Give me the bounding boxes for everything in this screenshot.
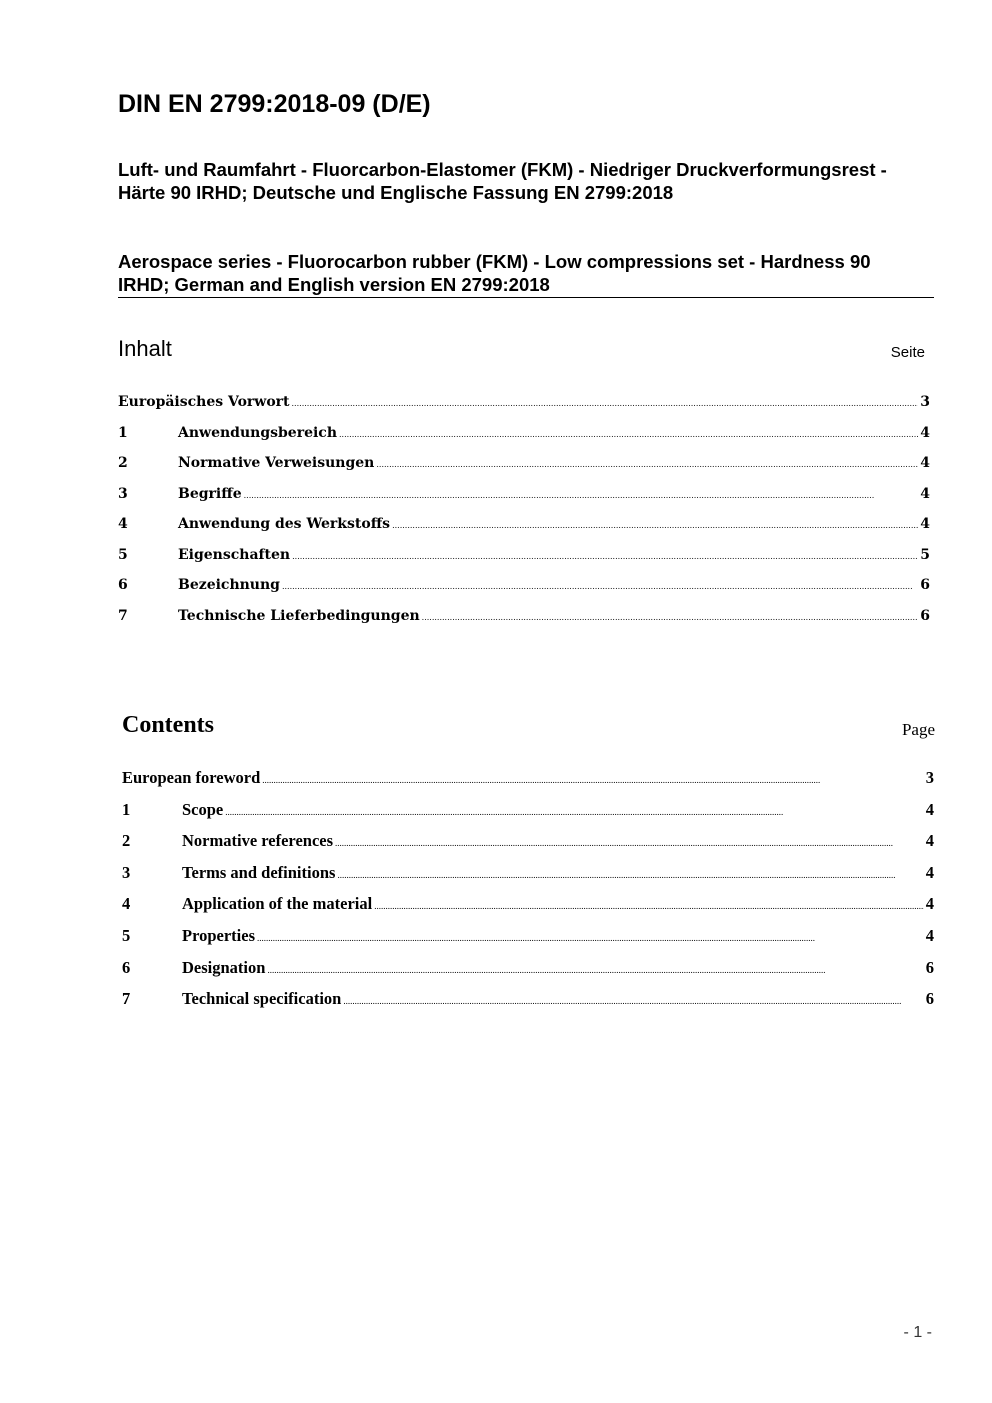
toc-entry-number: 5 xyxy=(118,546,128,563)
toc-entry-text[interactable]: Bezeichnung xyxy=(178,577,280,593)
toc-entry-text[interactable]: Technical specification xyxy=(182,989,342,1009)
toc-entry-text[interactable]: Anwendung des Werkstoffs xyxy=(178,516,391,532)
toc-entry-page[interactable]: 4 xyxy=(925,894,934,914)
toc-entry-number: 4 xyxy=(122,894,131,914)
toc-entry[interactable] xyxy=(122,958,934,990)
toc-leader-dots xyxy=(392,521,918,530)
toc-entry[interactable] xyxy=(118,577,930,608)
toc-entry[interactable] xyxy=(118,608,930,639)
toc-entry-number: 2 xyxy=(118,455,128,471)
toc-entry-text[interactable]: Technische Lieferbedingungen xyxy=(178,607,420,624)
toc-entry[interactable] xyxy=(122,831,934,863)
toc-entry-page[interactable]: 4 xyxy=(920,485,930,502)
toc-heading-inhalt: Inhalt xyxy=(118,336,172,361)
toc-entry[interactable] xyxy=(122,863,934,895)
toc-leader-dots xyxy=(335,838,924,848)
toc-entry-page[interactable]: 6 xyxy=(925,989,934,1009)
toc-entry-page[interactable]: 4 xyxy=(925,862,934,882)
toc-entry[interactable] xyxy=(118,547,930,578)
toc-entry[interactable] xyxy=(118,394,930,425)
toc-entry-text[interactable]: Designation xyxy=(182,957,266,977)
toc-entry-page[interactable]: 4 xyxy=(925,831,934,851)
toc-page-column-label-page: Page xyxy=(901,720,935,739)
toc-entry-number: 5 xyxy=(122,925,131,945)
toc-list-german xyxy=(118,394,930,638)
toc-entry-page[interactable]: 5 xyxy=(920,546,930,563)
toc-entry[interactable] xyxy=(122,989,934,1021)
toc-entry-number: 1 xyxy=(118,424,128,441)
toc-entry-page[interactable]: 4 xyxy=(920,424,930,441)
toc-leader-dots xyxy=(292,399,919,408)
toc-entry-text[interactable]: European foreword xyxy=(122,768,261,787)
toc-entry-page[interactable]: 6 xyxy=(925,957,934,977)
toc-heading-contents: Contents xyxy=(122,712,215,738)
document-title: DIN EN 2799:2018-09 (D/E) xyxy=(118,90,431,118)
toc-entry[interactable] xyxy=(122,894,934,926)
toc-entry-number: 1 xyxy=(122,799,131,819)
toc-entry[interactable] xyxy=(122,768,934,800)
toc-entry[interactable] xyxy=(122,800,934,832)
toc-entry-page[interactable]: 6 xyxy=(920,607,930,624)
toc-leader-dots xyxy=(225,807,924,817)
toc-entry-page[interactable]: 4 xyxy=(925,925,934,945)
toc-leader-dots xyxy=(339,430,918,439)
toc-entry-number: 6 xyxy=(118,577,128,593)
toc-entry-page[interactable]: 3 xyxy=(920,394,930,410)
toc-entry-text[interactable]: Properties xyxy=(182,925,256,945)
toc-leader-dots xyxy=(292,552,918,561)
title-divider xyxy=(118,297,934,298)
toc-entry[interactable] xyxy=(122,926,934,958)
toc-entry-page[interactable]: 6 xyxy=(920,577,930,593)
toc-entry-text[interactable]: Scope xyxy=(182,799,224,819)
toc-leader-dots xyxy=(257,933,924,943)
subtitle-english: Aerospace series - Fluorocarbon rubber (FKM) - Low compressions set - Hardness 90 IRHD; German and English version EN 2799:2018 xyxy=(118,251,871,295)
toc-entry-text[interactable]: Terms and definitions xyxy=(182,862,336,882)
toc-leader-dots xyxy=(282,582,918,591)
toc-entry-text[interactable]: Normative references xyxy=(182,831,334,851)
toc-entry-text[interactable]: Eigenschaften xyxy=(178,546,291,563)
toc-entry-page[interactable]: 4 xyxy=(920,455,930,471)
toc-entry-page[interactable]: 3 xyxy=(925,768,934,787)
toc-entry-number: 3 xyxy=(118,485,128,502)
toc-entry-text[interactable]: Anwendungsbereich xyxy=(178,424,337,441)
toc-leader-dots xyxy=(422,613,919,622)
toc-entry-number: 3 xyxy=(122,862,131,882)
subtitle-german: Luft- und Raumfahrt - Fluorcarbon-Elastomer (FKM) - Niedriger Druckverformungsrest - Härte 90 IRHD; Deutsche und Englische Fassung EN 2799:2018 xyxy=(118,159,887,203)
toc-leader-dots xyxy=(244,491,919,500)
toc-entry[interactable] xyxy=(118,486,930,517)
toc-leader-dots xyxy=(267,965,923,975)
toc-list-english xyxy=(122,768,934,1021)
toc-entry[interactable] xyxy=(118,425,930,456)
toc-entry-text[interactable]: Begriffe xyxy=(178,485,242,502)
toc-entry-page[interactable]: 4 xyxy=(920,516,930,532)
toc-entry[interactable] xyxy=(118,516,930,547)
toc-entry-text[interactable]: Normative Verweisungen xyxy=(178,455,375,471)
toc-entry-page[interactable]: 4 xyxy=(925,799,934,819)
toc-entry-number: 6 xyxy=(122,957,131,977)
toc-entry-text[interactable]: Application of the material xyxy=(182,894,373,914)
toc-leader-dots xyxy=(374,901,924,911)
toc-page-column-label-seite: Seite xyxy=(890,344,925,361)
toc-entry-number: 2 xyxy=(122,831,131,851)
toc-leader-dots xyxy=(376,460,918,469)
toc-leader-dots xyxy=(262,775,923,785)
toc-entry[interactable] xyxy=(118,455,930,486)
toc-entry-number: 7 xyxy=(122,989,131,1009)
toc-leader-dots xyxy=(337,870,923,880)
toc-entry-number: 4 xyxy=(118,516,128,532)
page-number: - 1 - xyxy=(903,1324,932,1341)
toc-entry-text[interactable]: Europäisches Vorwort xyxy=(118,394,290,410)
toc-leader-dots xyxy=(343,996,923,1006)
toc-entry-number: 7 xyxy=(118,607,128,624)
